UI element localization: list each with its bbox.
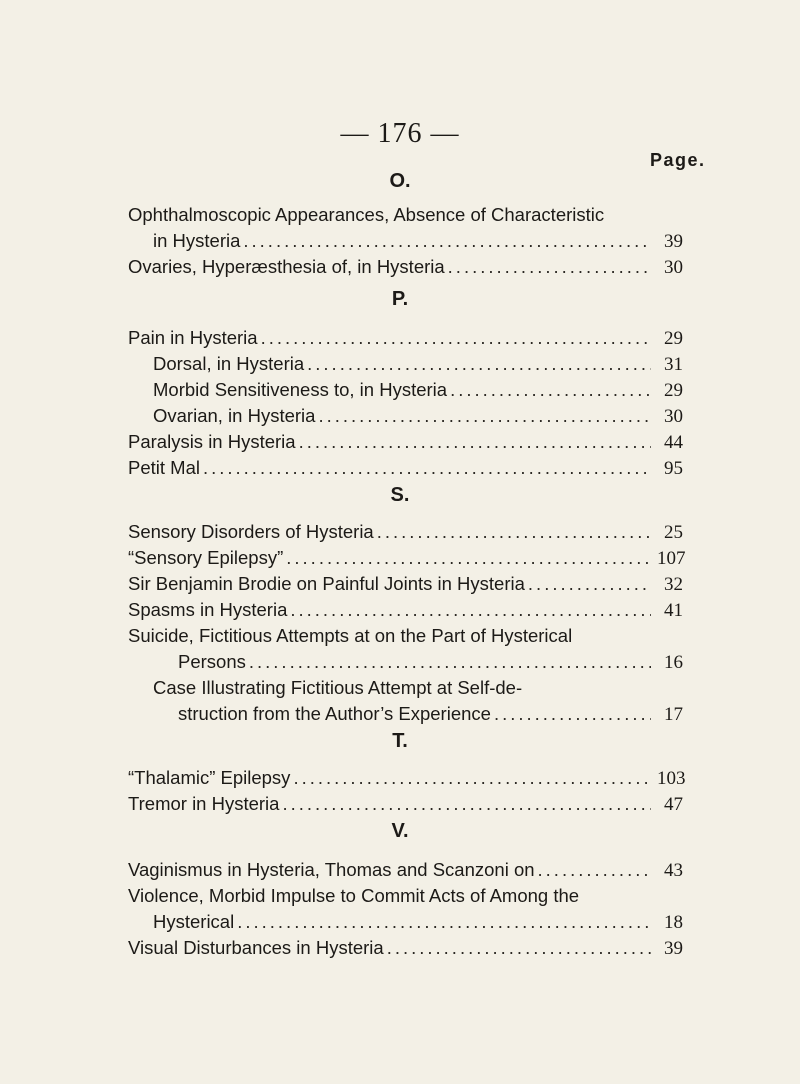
entry-page: 29 <box>664 380 683 401</box>
entry-page: 103 <box>657 768 686 789</box>
dot-leader <box>299 429 651 455</box>
entry-page: 31 <box>664 354 683 375</box>
index-entry-morbid-sensitiveness <box>153 377 683 403</box>
index-entry-ovarian <box>153 403 683 429</box>
dot-leader <box>538 857 651 883</box>
entry-text: Ovarian, in Hysteria <box>153 405 316 426</box>
entry-text: Sir Benjamin Brodie on Painful Joints in Hysteria <box>128 573 525 594</box>
index-entry-case-cont <box>178 701 683 727</box>
entry-page: 25 <box>664 522 683 543</box>
dot-leader <box>282 791 651 817</box>
index-entry-tremor <box>128 791 683 817</box>
entry-text: Tremor in Hysteria <box>128 793 280 814</box>
index-entry-vaginismus <box>128 857 683 883</box>
section-heading-s: S. <box>390 484 410 506</box>
entry-text: in Hysteria <box>153 230 241 251</box>
entry-page: 95 <box>664 458 683 479</box>
entry-page: 30 <box>664 257 683 278</box>
dot-leader <box>286 545 651 571</box>
index-entry-pain <box>128 325 683 351</box>
entry-text: Ovaries, Hyperæsthesia of, in Hysteria <box>128 256 445 277</box>
entry-text: “Thalamic” Epilepsy <box>128 767 291 788</box>
dot-leader <box>237 909 651 935</box>
dot-leader <box>494 701 651 727</box>
entry-page: 43 <box>664 860 683 881</box>
entry-page: 30 <box>664 406 683 427</box>
entry-text: Spasms in Hysteria <box>128 599 288 620</box>
entry-page: 32 <box>664 574 683 595</box>
index-entry-petit-mal <box>128 455 683 481</box>
dot-leader <box>448 254 651 280</box>
entry-text: Hysterical <box>153 911 235 932</box>
index-entry-sensory-disorders <box>128 519 683 545</box>
page-number: — 176 — <box>340 118 460 149</box>
entry-page: 18 <box>664 912 683 933</box>
index-entry-dorsal <box>153 351 683 377</box>
entry-page: 39 <box>664 231 683 252</box>
dot-leader <box>243 228 651 254</box>
index-entry-suicide <box>128 623 572 649</box>
section-heading-t: T. <box>392 730 408 752</box>
entry-page: 17 <box>664 704 683 725</box>
entry-text: Pain in Hysteria <box>128 327 258 348</box>
dot-leader <box>290 597 651 623</box>
entry-text: “Sensory Epilepsy” <box>128 547 284 568</box>
entry-text: struction from the Author’s Experience <box>178 703 491 724</box>
dot-leader <box>203 455 651 481</box>
entry-text: Petit Mal <box>128 457 200 478</box>
entry-page: 47 <box>664 794 683 815</box>
index-entry-spasms <box>128 597 683 623</box>
index-entry-case <box>153 675 522 701</box>
entry-page: 39 <box>664 938 683 959</box>
dot-leader <box>307 351 651 377</box>
index-entry-violence <box>128 883 579 909</box>
entry-text: Sensory Disorders of Hysteria <box>128 521 374 542</box>
entry-page: 107 <box>657 548 686 569</box>
section-heading-p: P. <box>391 288 409 310</box>
page-column-heading: Page. <box>650 150 706 170</box>
entry-text: Persons <box>178 651 246 672</box>
index-entry-suicide-cont <box>178 649 683 675</box>
dot-leader <box>387 935 651 961</box>
dot-leader <box>261 325 651 351</box>
index-entry-violence-cont <box>153 909 683 935</box>
dot-leader <box>293 765 651 791</box>
entry-text: Dorsal, in Hysteria <box>153 353 305 374</box>
entry-text: Suicide, Fictitious Attempts at on the Part of Hysterical <box>128 625 573 646</box>
entry-text: Ophthalmoscopic Appearances, Absence of Characteristic <box>128 204 605 225</box>
entry-page: 44 <box>664 432 683 453</box>
entry-text: Paralysis in Hysteria <box>128 431 296 452</box>
entry-text: Violence, Morbid Impulse to Commit Acts of Among the <box>128 885 580 906</box>
entry-text: Vaginismus in Hysteria, Thomas and Scanzoni on <box>128 859 535 880</box>
dot-leader <box>249 649 651 675</box>
entry-page: 29 <box>664 328 683 349</box>
dot-leader <box>528 571 651 597</box>
dot-leader <box>377 519 651 545</box>
index-entry-ophthalmoscopic-cont <box>153 228 683 254</box>
index-entry-paralysis <box>128 429 683 455</box>
index-entry-visual <box>128 935 683 961</box>
entry-text: Case Illustrating Fictitious Attempt at Self-de- <box>153 677 523 698</box>
index-entry-sensory-epilepsy <box>128 545 686 571</box>
index-entry-ovaries <box>128 254 683 280</box>
section-heading-o: O. <box>389 170 411 192</box>
entry-page: 41 <box>664 600 683 621</box>
dot-leader <box>318 403 651 429</box>
section-heading-v: V. <box>391 820 409 842</box>
entry-page: 16 <box>664 652 683 673</box>
entry-text: Morbid Sensitiveness to, in Hysteria <box>153 379 448 400</box>
dot-leader <box>450 377 651 403</box>
index-entry-thalamic <box>128 765 686 791</box>
entry-text: Visual Disturbances in Hysteria <box>128 937 384 958</box>
index-entry-brodie <box>128 571 683 597</box>
index-entry-ophthalmoscopic <box>128 202 604 228</box>
